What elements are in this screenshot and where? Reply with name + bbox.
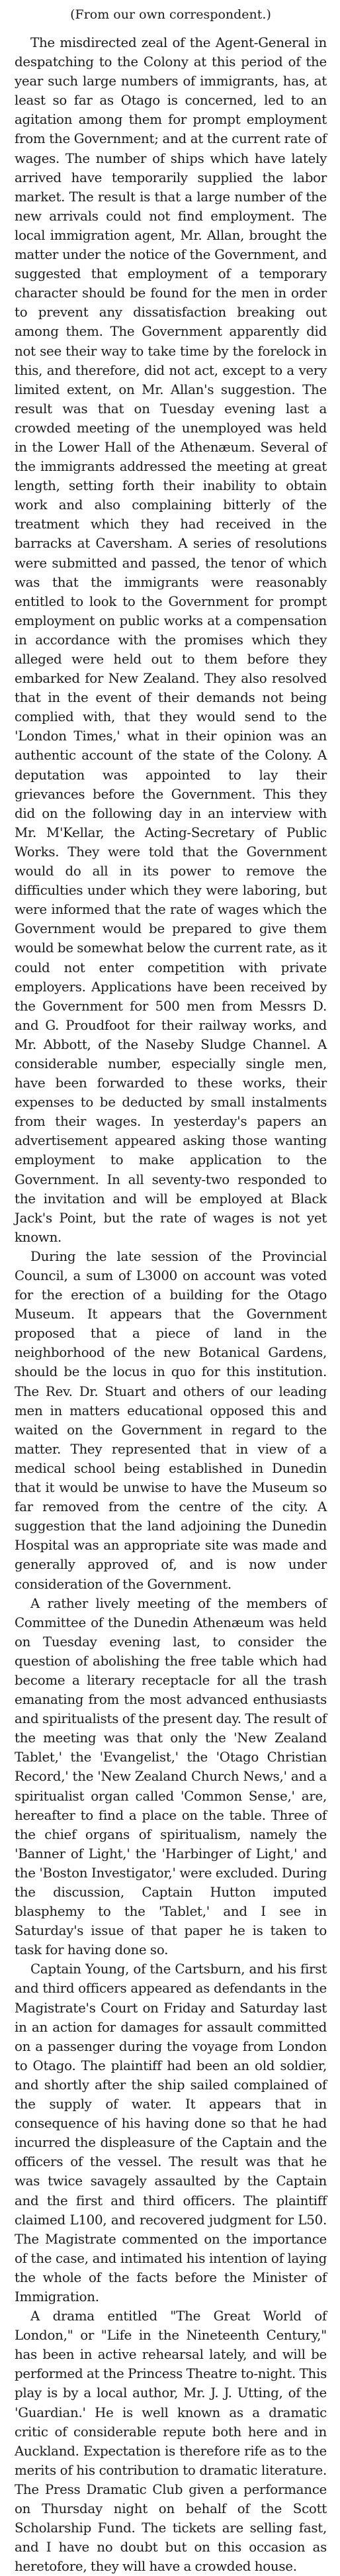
paragraph-cartsburn: Captain Young, of the Cartsburn, and his first and third officers appeared as defendants in the Magistrate's Court on Friday and Saturday last in an action for damages for assault committed on a passenger during the voyage from London to Otago. The plaintiff had been an old soldier, and shortly after the ship sailed complained of the supply of water. It appears that in consequence of his having done so that he had incurred the displeasure of the Captain and the officers of the vessel. The result was that he was twice savagely assaulted by the Captain and the first and third officers. The plaintiff claimed L100, and recovered judgment for L50. The Magistrate commented on the importance of the case, and intimated his intention of laying the whole of the facts before the Minister of Immigration. [15, 1961, 327, 2304]
paragraph-drama: A drama entitled "The Great World of London," or "Life in the Nineteenth Century," has been in active rehearsal lately, and will be performed at the Princess Theatre to-night. This play is by a local author, Mr. J. J. Utting, of the 'Guardian.' He is well known as a dramatic critic of considerable repute both here and in Auckland. Expectation is therefore rife as to the merits of his contribution to dramatic literature. The Press Dramatic Club given a performance on Thursday night on behalf of the Scott Scholarship Fund. The tickets are selling fast, and I have no doubt but on this occasion as heretofore, they will have a crowded house. [15, 2308, 327, 2575]
paragraph-immigration: The misdirected zeal of the Agent-General in despatching to the Colony at this period of the year such large numbers of immigrants, has, at least so far as Otago is concerned, led to an agitation among them for prompt employment from the Government; and at the current rate of wages. The number of ships which have lately arrived have temporarily supplied the labor market. The result is that a large number of the new arrivals could not find employment. The local immigration agent, Mr. Allan, brought the matter under the notice of the Government, and suggested that employment of a temporary character should be found for the men in order to prevent any dissatisfaction breaking out among them. The Government apparently did not see their way to take time by the forelock in this, and therefore, did not act, except to a very limited extent, on Mr. Allan's suggestion. The result was that on Tuesday evening last a crowded meeting of the unemployed was held in the Lower Hall of the Athenæum. Several of the immigrants addressed the meeting at great length, setting forth their inability to obtain work and also complaining bitterly of the treatment which they had received in the barracks at Caversham. A series of resolutions were submitted and passed, the tenor of which was that the immigrants were reasonably entitled to look to the Government for prompt employment on public works at a compensation in accordance with the promises which they alleged were held out to them before they embarked for New Zealand. They also resolved that in the event of their demands not being complied with, that they would send to the 'London Times,' what in their opinion was an authentic account of the state of the Colony. A deputation was appointed to lay their grievances before the Government. This they did on the following day in an interview with Mr. M'Kellar, the Acting-Secretary of Public Works. They were told that the Government would do all in its power to remove the difficulties under which they were laboring, but were informed that the rate of wages which the Government would be prepared to give them would be somewhat below the current rate, as it could not enter competition with private employers. Applications have been received by the Government for 500 men from Messrs D. and G. Proudfoot for their railway works, and Mr. Abbott, of the Naseby Sludge Channel. A considerable number, especially single men, have been forwarded to these works, their expenses to be deducted by small instalments from their wages. In yesterday's papers an advertisement appeared asking those wanting employment to make application to the Government. In all seventy-two responded to the invitation and will be employed at Black Jack's Point, but the rate of wages is not yet known. [15, 35, 327, 1245]
correspondent-heading: (From our own correspondent.) [70, 7, 271, 22]
paragraph-museum: During the late session of the Provincial Council, a sum of L3000 on account was voted for the erection of a building for the Otago Museum. It appears that the Government proposed that a piece of land in the neighborhood of the new Botanical Gardens, should be the locus in quo for this institution. The Rev. Dr. Stuart and others of our leading men in matters educational opposed this and waited on the Government in regard to the matter. They represented that in view of a medical school being established in Dunedin that it would be unwise to have the Museum so far removed from the centre of the city. A suggestion that the land adjoining the Dunedin Hospital was an appropriate site was made and generally approved of, and is now under consideration of the Government. [15, 1248, 327, 1592]
paragraph-athenaeum: A rather lively meeting of the members of Committee of the Dunedin Athenæum was held on Tuesday evening last, to consider the question of abolishing the free table which had become a literary receptacle for all the trash emanating from the most advanced enthusiasts and spiritualists of the present day. The result of the meeting was that only the 'New Zealand Tablet,' the 'Evangelist,' the 'Otago Christian Record,' the 'New Zealand Church News,' and a spiritualist organ called 'Common Sense,' are, hereafter to find a place on the table. Three of the chief organs of spiritualism, namely the 'Banner of Light,' the 'Harbinger of Light,' and the 'Boston Investigator,' were excluded. During the discussion, Captain Hutton imputed blasphemy to the 'Tablet,' and I see in Saturday's issue of that paper he is taken to task for having done so. [15, 1595, 327, 1958]
